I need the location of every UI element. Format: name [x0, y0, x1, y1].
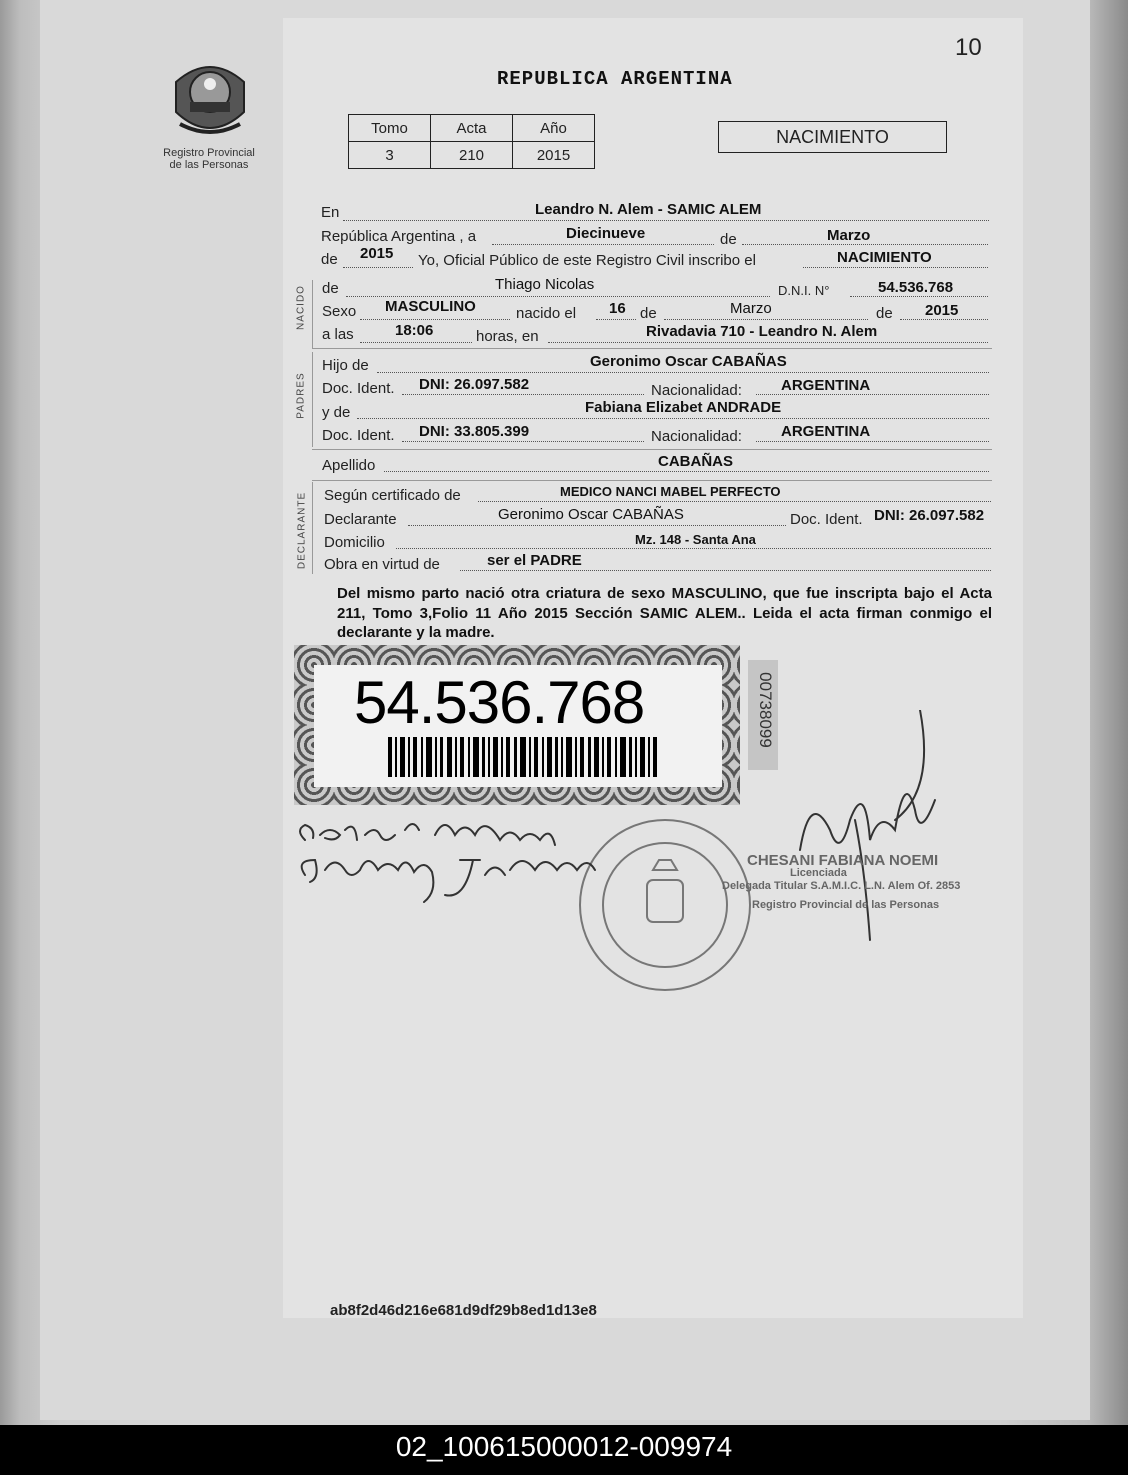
dotted-line — [742, 244, 988, 245]
registry-table — [348, 114, 595, 169]
birth-note: Del mismo parto nació otra criatura de sexo MASCULINO, que fue inscripta bajo el Acta 211, Tomo 3,Folio 11 Año 2015 Sección SAMIC ALEM.. Leida el acta firman conmigo el declarante y la madre. — [337, 585, 992, 641]
dotted-line — [596, 319, 636, 320]
label-domicilio: Domicilio — [324, 534, 385, 551]
official-text: Yo, Oficial Público de este Registro Civil inscribo el — [418, 252, 756, 269]
dotted-line — [360, 319, 510, 320]
dotted-line — [803, 267, 988, 268]
registry-value-acta: 210 — [431, 142, 513, 169]
father-nationality-value: ARGENTINA — [781, 377, 871, 394]
padres-border — [312, 352, 313, 447]
label-de-birth-year: de — [876, 305, 893, 322]
certificate-value: MEDICO NANCI MABEL PERFECTO — [560, 484, 781, 499]
section-label-declarante: DECLARANTE — [296, 491, 308, 570]
dotted-line — [900, 319, 988, 320]
section-label-nacido: NACIDO — [295, 285, 307, 330]
dotted-line — [402, 441, 644, 442]
month-value: Marzo — [827, 227, 871, 244]
label-declarante: Declarante — [324, 511, 397, 528]
document-title: REPUBLICA ARGENTINA — [497, 68, 733, 90]
dotted-line — [396, 548, 991, 549]
label-nacionalidad: Nacionalidad: — [651, 382, 742, 399]
nacido-border — [312, 280, 313, 348]
label-a-las: a las — [322, 326, 354, 343]
label-en: En — [321, 204, 340, 221]
registry-value-tomo: 3 — [349, 142, 431, 169]
label-nacionalidad-mother: Nacionalidad: — [651, 428, 742, 445]
registry-header-acta: Acta — [431, 115, 513, 142]
day-word-value: Diecinueve — [566, 225, 646, 242]
birth-place-value: Rivadavia 710 - Leandro N. Alem — [646, 323, 878, 340]
label-apellido: Apellido — [322, 457, 376, 474]
stamp-line4: Registro Provincial de las Personas — [752, 899, 940, 911]
stamp-line3: Delegada Titular S.A.M.I.C. L.N. Alem Of. 2853 — [722, 880, 961, 892]
label-de: de — [720, 231, 737, 248]
dotted-line — [756, 394, 989, 395]
birth-year-value: 2015 — [925, 302, 959, 319]
handwritten-signature-parents — [300, 824, 595, 902]
separator-1 — [312, 348, 992, 349]
label-doc-ident: Doc. Ident. — [322, 380, 395, 397]
registry-header-ano: Año — [513, 115, 595, 142]
logo-caption-line1: Registro Provincial — [163, 147, 255, 159]
year-value: 2015 — [360, 245, 394, 262]
label-hijo: Hijo de — [322, 357, 369, 374]
birth-time-value: 18:06 — [395, 322, 434, 339]
label-horas: horas, en — [476, 328, 539, 345]
label-de-year: de — [321, 251, 338, 268]
label-nacido: nacido el — [516, 305, 577, 322]
mother-nationality-value: ARGENTINA — [781, 423, 871, 440]
birth-month-value: Marzo — [730, 300, 772, 317]
birth-day-value: 16 — [609, 300, 626, 317]
label-dni: D.N.I. N° — [778, 283, 830, 298]
footer-bar — [0, 1425, 1128, 1475]
father-doc-value: DNI: 26.097.582 — [419, 376, 530, 393]
registry-value-row — [349, 142, 595, 169]
sex-value: MASCULINO — [385, 298, 476, 315]
mother-doc-value: DNI: 33.805.399 — [419, 423, 530, 440]
document-type-box: NACIMIENTO — [718, 121, 947, 153]
separator-2 — [312, 449, 992, 450]
seal-icon — [580, 820, 750, 990]
declarant-value: Geronimo Oscar CABAÑAS — [498, 506, 684, 523]
logo-caption — [150, 147, 268, 171]
page-number: 10 — [955, 34, 982, 61]
declarant-doc-value: DNI: 26.097.582 — [874, 507, 985, 524]
surname-value: CABAÑAS — [658, 453, 733, 470]
mother-name-value: Fabiana Elizabet ANDRADE — [585, 399, 782, 416]
coat-of-arms-icon — [166, 52, 254, 144]
dotted-line — [343, 267, 413, 268]
capacity-value: ser el PADRE — [487, 552, 582, 569]
registry-header-tomo: Tomo — [349, 115, 431, 142]
dotted-line — [478, 501, 991, 502]
logo-caption-line2: de las Personas — [169, 159, 249, 171]
serial-number: 00738099 — [756, 672, 775, 748]
dotted-line — [377, 372, 989, 373]
document-hash: ab8f2d46d216e681d9df29b8ed1d13e8 — [330, 1302, 597, 1319]
label-doc-ident-declarant: Doc. Ident. — [790, 511, 863, 528]
label-republica: República Argentina , a — [321, 228, 477, 245]
address-value: Mz. 148 - Santa Ana — [635, 532, 756, 547]
label-doc-ident-mother: Doc. Ident. — [322, 427, 395, 444]
registry-value-ano: 2015 — [513, 142, 595, 169]
dotted-line — [664, 319, 868, 320]
sticker-number: 54.536.768 — [354, 669, 645, 736]
section-label-padres: PADRES — [295, 372, 307, 419]
registration-type-value: NACIMIENTO — [837, 249, 932, 266]
label-de-birth-month: de — [640, 305, 657, 322]
child-dni-value: 54.536.768 — [878, 279, 954, 296]
registry-header-row — [349, 115, 595, 142]
dotted-line — [492, 244, 714, 245]
place-value: Leandro N. Alem - SAMIC ALEM — [535, 201, 762, 218]
dotted-line — [384, 471, 989, 472]
dotted-line — [343, 220, 989, 221]
dotted-line — [357, 418, 989, 419]
dotted-line — [756, 441, 989, 442]
child-name-value: Thiago Nicolas — [495, 276, 595, 293]
dotted-line — [402, 394, 644, 395]
separator-3 — [312, 480, 992, 481]
label-de-name: de — [322, 280, 339, 297]
dotted-line — [850, 296, 988, 297]
dotted-line — [346, 296, 770, 297]
father-name-value: Geronimo Oscar CABAÑAS — [590, 353, 787, 370]
dotted-line — [460, 570, 991, 571]
dotted-line — [408, 525, 786, 526]
dotted-line — [360, 342, 472, 343]
label-y-de: y de — [322, 404, 351, 421]
declarante-border — [312, 482, 313, 574]
dotted-line — [548, 342, 988, 343]
footer-id: 02_100615000012-009974 — [395, 1431, 733, 1462]
stamp-name: CHESANI FABIANA NOEMI — [747, 852, 939, 869]
label-obra: Obra en virtud de — [324, 556, 440, 573]
label-certificado: Según certificado de — [324, 487, 461, 504]
stamp-line2: Licenciada — [790, 867, 847, 879]
label-sexo: Sexo — [322, 303, 357, 320]
